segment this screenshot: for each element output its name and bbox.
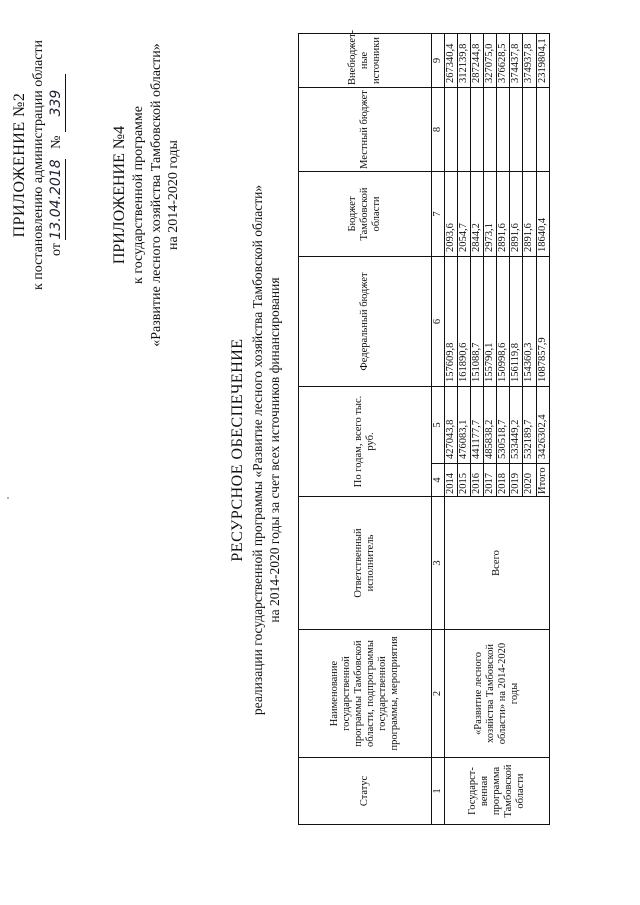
cell-extra: 2319804,1 [536,33,549,87]
cell-extra: 376628,5 [497,33,510,87]
header-row [299,33,432,824]
table-row [445,33,458,824]
appendix-4-line-2: «Развитие лесного хозяйства Тамбовской области» [148,43,164,347]
col-num: 9 [432,33,445,87]
cell-total: 485838,2 [484,386,497,463]
header-years: По годам, всего тыс. руб. [299,386,432,496]
header-name: Наименование государственной программы Тамбовской области, подпрограммы государственной программы, мероприятия [299,630,432,758]
cell-regional: 2891,6 [497,171,510,256]
header-federal: Федеральный бюджет [299,256,432,386]
header-status: Статус [299,758,432,825]
cell-total: 532189,7 [523,386,536,463]
cell-local [510,87,523,171]
program-status: Государст-венная программа Тамбовской области [445,758,550,825]
header-executor: Ответственный исполнитель [299,497,432,630]
cell-local [523,87,536,171]
cell-federal: 154360,3 [523,256,536,386]
cell-regional: 2891,6 [523,171,536,256]
resource-table [298,29,550,825]
cell-extra: 374437,8 [510,33,523,87]
cell-local [497,87,510,171]
cell-federal: 150998,6 [497,256,510,386]
col-num: 4 [432,464,445,497]
cell-federal: 155790,1 [484,256,497,386]
handwritten-number: 339 [48,74,67,132]
doc-title-line-1: РЕСУРСНОЕ ОБЕСПЕЧЕНИЕ [229,338,246,562]
cell-regional: 2093,6 [445,171,458,256]
column-number-row [432,33,445,824]
col-num: 5 [432,386,445,463]
program-executor: Всего [445,497,550,630]
appendix-2-line: к постановлению администрации области [31,39,46,291]
cell-local [445,87,458,171]
cell-total: 441177,7 [471,386,484,463]
appendix-4-line-1: к государственной программе [131,106,146,284]
cell-regional: 2054,7 [458,171,471,256]
from-label: от [48,243,64,256]
cell-year: 2018 [497,464,510,497]
appendix-4-line-3: на 2014-2020 годы [166,140,181,250]
cell-federal: 156119,8 [510,256,523,386]
cell-extra: 374937,8 [523,33,536,87]
col-num: 7 [432,171,445,256]
header-extra: Внебюджет-ные источники [299,33,432,87]
col-num: 3 [432,497,445,630]
cell-total: 427043,8 [445,386,458,463]
col-num: 6 [432,256,445,386]
cell-regional: 2973,1 [484,171,497,256]
cell-regional: 2844,2 [471,171,484,256]
cell-total: 530518,7 [497,386,510,463]
header-local: Местный бюджет [299,87,432,171]
cell-local [471,87,484,171]
doc-title-line-2: реализации государственной программы «Развитие лесного хозяйства Тамбовской области» [249,184,265,716]
program-name: «Развитие лесного хозяйства Тамбовской области» на 2014-2020 годы [445,630,550,758]
appendix-4-title: ПРИЛОЖЕНИЕ №4 [111,125,128,265]
cell-regional: 2891,6 [510,171,523,256]
col-num: 1 [432,758,445,825]
appendix-4-block [110,5,183,385]
header-regional: Бюджет Тамбовской области [299,171,432,256]
document-title [228,75,284,825]
cell-total: 476083,1 [458,386,471,463]
cell-year: Итого [536,464,549,497]
cell-federal: 161890,6 [458,256,471,386]
cell-year: 2020 [523,464,536,497]
cell-federal: 1087857,9 [536,256,549,386]
appendix-2-block [10,5,66,325]
cell-year: 2015 [458,464,471,497]
cell-extra: 327075,0 [484,33,497,87]
doc-title-line-3: на 2014-2020 годы за счет всех источников финансирования [267,277,283,623]
cell-extra: 312139,8 [458,33,471,87]
scan-speck [7,497,9,499]
col-num: 8 [432,87,445,171]
cell-year: 2017 [484,464,497,497]
cell-federal: 151088,7 [471,256,484,386]
cell-extra: 267340,4 [445,33,458,87]
cell-year: 2019 [510,464,523,497]
cell-federal: 157609,8 [445,256,458,386]
cell-year: 2014 [445,464,458,497]
cell-extra: 287244,8 [471,33,484,87]
appendix-2-date-line [48,5,67,325]
cell-local [536,87,549,171]
appendix-2-title: ПРИЛОЖЕНИЕ №2 [11,92,28,238]
handwritten-date: 13.04.2018 [48,159,67,239]
cell-local [484,87,497,171]
cell-regional: 18640,4 [536,171,549,256]
number-label: № [48,135,64,149]
cell-local [458,87,471,171]
cell-total: 3426302,4 [536,386,549,463]
cell-total: 533449,2 [510,386,523,463]
cell-year: 2016 [471,464,484,497]
col-num: 2 [432,630,445,758]
